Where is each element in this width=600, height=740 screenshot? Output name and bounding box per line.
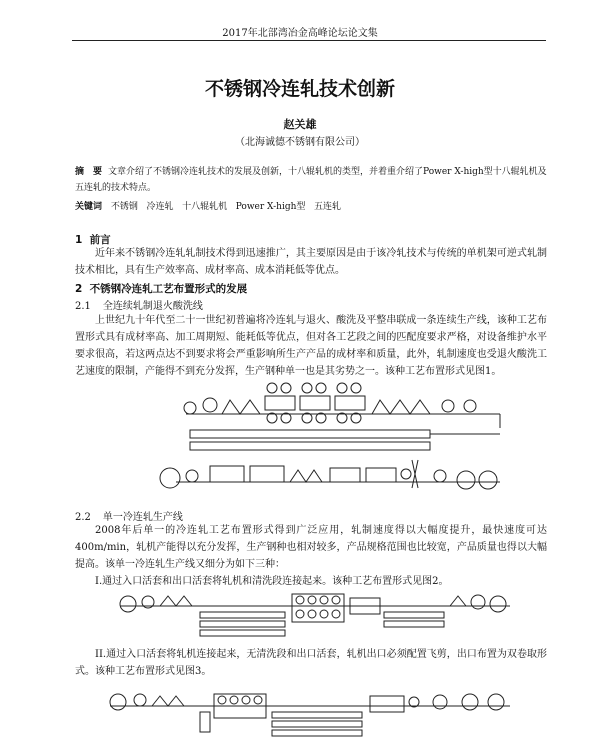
section-number: 2.1 [75,301,91,312]
section-title: 单一冷连轧生产线 [102,512,183,523]
section-number: 1 [75,234,83,246]
section-title: 前言 [89,234,111,246]
paper-title: 不锈钢冷连轧技术创新 [204,78,395,100]
keyword-item: 冷连轧 [146,202,174,212]
keyword-item: 十八辊轧机 [182,202,228,212]
abstract-label: 摘 要 [75,167,103,177]
section-title: 不锈钢冷连轧工艺布置形式的发展 [89,283,248,295]
section-2-2-paragraph: 2008年后单一的冷连轧工艺布置形式得到广泛应用，轧制速度得以大幅度提升，最快速度可达400m/min，轧机产能得以充分发挥，生产钢种也相对较多，产品规格范围也比较宽，产品质量也得以大幅提高。该单一冷连轧生产线又细分为如下三种： [75,525,547,570]
running-head: 2017年北部湾冶金高峰论坛论文集 [222,28,378,39]
abstract-text: 文章介绍了不锈钢冷连轧技术的发展及创新，十八辊轧机的类型，并着重介绍了Power X-high型十八辊轧机及五连轧的技术特点。 [75,167,547,193]
keywords-label: 关键词 [75,202,103,212]
author-name: 赵关雄 [283,118,317,131]
keyword-item: 五连轧 [313,202,341,212]
author-affiliation: （北海诚德不锈钢有限公司） [235,137,365,148]
section-number: 2.2 [75,512,91,523]
section-number: 2 [75,283,83,295]
keyword-item: 不锈钢 [110,202,138,212]
layout-type-2-text: II.通过入口活套将轧机连接起来，无清洗段和出口活套，轧机出口必须配置飞剪，出口布置为双卷取形式。该种工艺布置形式见图3。 [75,649,547,677]
layout-type-1-text: I.通过入口活套和出口活套将轧机和清洗段连接起来。该种工艺布置形式见图2。 [95,576,449,587]
keyword-item: Power X-high型 [235,202,306,212]
section-2-1-paragraph: 上世纪九十年代至二十一世纪初普遍将冷连轧与退火、酸洗及平整串联成一条连续生产线，该种工艺布置形式具有成材率高、加工周期短、能耗低等优点，但对各工艺段之间的匹配度要求严格，对设备维护水平要求很高，若这两点达不到要求将会严重影响所生产产品的成材率和质量，此外，轧制速度也受退火酸洗工艺速度的限制，产能得不到充分发挥，生产钢种单一也是其劣势之一。该种工艺布置形式见图1。 [75,315,547,377]
section-1-paragraph: 近年来不锈钢冷连轧轧制技术得到迅速推广，其主要原因是由于该冷轧技术与传统的单机架可逆式轧制技术相比，具有生产效率高、成材率高、成本消耗低等优点。 [75,248,547,276]
section-title: 全连续轧制退火酸洗线 [102,301,203,312]
